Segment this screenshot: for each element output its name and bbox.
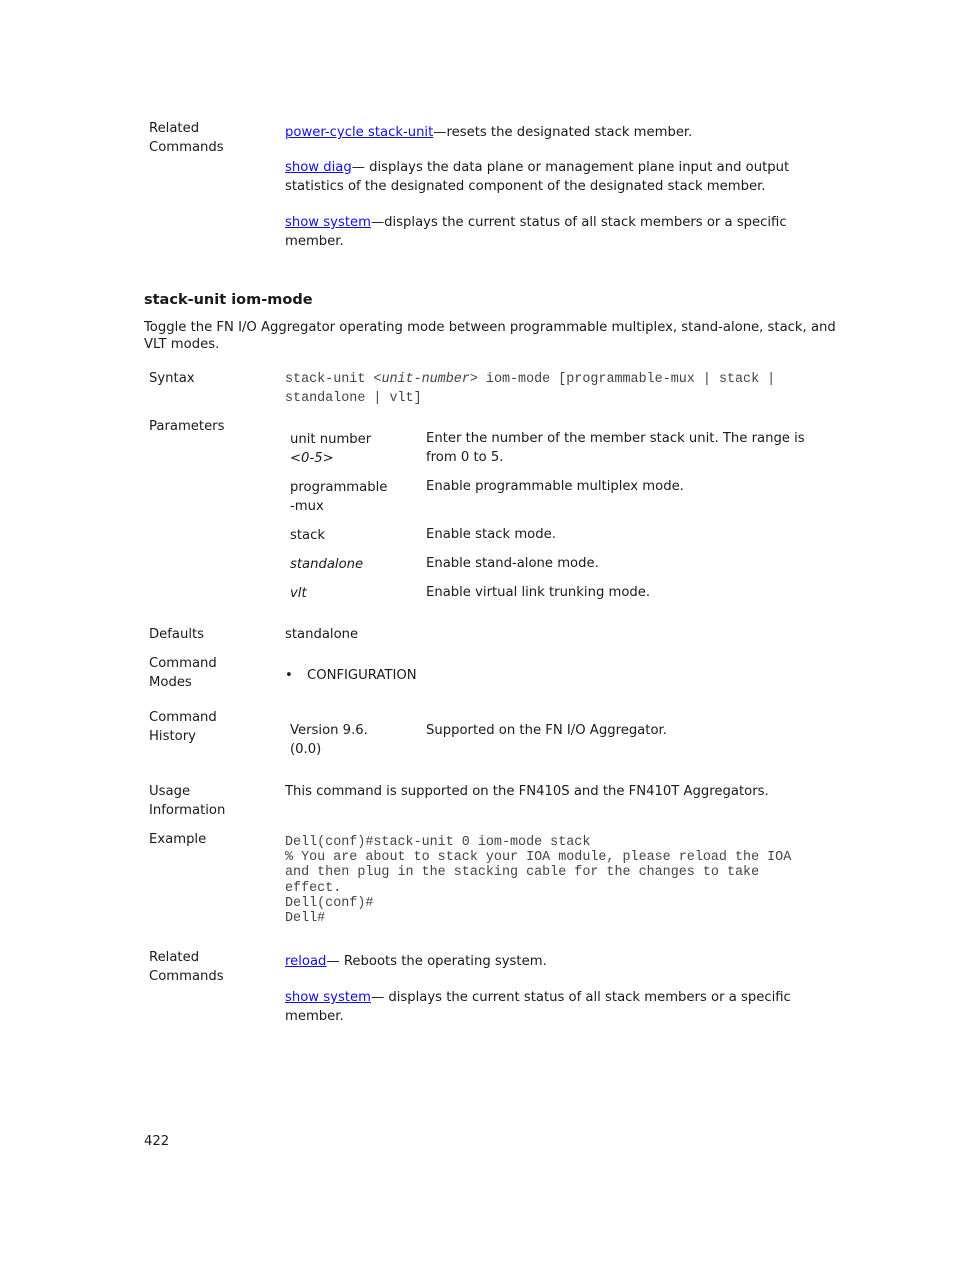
- show-diag-link[interactable]: show diag: [285, 160, 352, 175]
- example-label: Example: [149, 832, 207, 847]
- param-desc: Enable stack mode.: [426, 527, 556, 542]
- syntax-code: stack-unit <unit-number> iom-mode [programmable-mux | stack | standalone | vlt]: [285, 372, 776, 406]
- related-commands-label: Related Commands: [149, 950, 224, 984]
- param-name: stack: [290, 528, 326, 543]
- command-history-label: Command History: [149, 710, 217, 744]
- history-version: Version 9.6. (0.0): [290, 723, 368, 757]
- section-title: stack-unit iom-mode: [144, 292, 313, 308]
- bullet-icon: •: [285, 668, 293, 683]
- param-name: programmable -mux: [290, 480, 388, 514]
- related-item: power-cycle stack-unit—resets the designated stack member.: [285, 125, 693, 140]
- param-name: vlt: [290, 586, 307, 601]
- related-item: show system—displays the current status of all stack members or a specific member.: [285, 215, 787, 249]
- example-code: Dell(conf)#stack-unit 0 iom-mode stack % You are about to stack your IOA module, please reload the IOA and then plug in the stacking cable for the changes to take effect. Dell(conf)# Dell#: [285, 835, 792, 927]
- reload-link[interactable]: reload: [285, 954, 327, 969]
- show-system-link[interactable]: show system: [285, 990, 371, 1005]
- param-desc: Enter the number of the member stack unit. The range is from 0 to 5.: [426, 431, 805, 465]
- command-modes-label: Command Modes: [149, 656, 217, 690]
- param-desc: Enable stand-alone mode.: [426, 556, 599, 571]
- power-cycle-stack-unit-link[interactable]: power-cycle stack-unit: [285, 125, 434, 140]
- usage-information-label: Usage Information: [149, 784, 226, 818]
- defaults-value: standalone: [285, 627, 359, 642]
- related-item: reload— Reboots the operating system.: [285, 954, 547, 969]
- param-name: standalone: [290, 557, 364, 572]
- param-desc: Enable virtual link trunking mode.: [426, 585, 651, 600]
- param-name: unit number <0-5>: [290, 432, 372, 466]
- usage-information-value: This command is supported on the FN410S and the FN410T Aggregators.: [285, 784, 769, 799]
- syntax-label: Syntax: [149, 371, 195, 386]
- related-commands-label: Related Commands: [149, 121, 224, 155]
- param-desc: Enable programmable multiplex mode.: [426, 479, 684, 494]
- page-number: 422: [144, 1134, 170, 1149]
- defaults-label: Defaults: [149, 627, 205, 642]
- command-modes-value: • CONFIGURATION: [285, 668, 417, 683]
- history-desc: Supported on the FN I/O Aggregator.: [426, 723, 667, 738]
- related-item: show diag— displays the data plane or management plane input and output statistics of the designated component of the designated stack member.: [285, 160, 790, 194]
- parameters-label: Parameters: [149, 419, 225, 434]
- related-item: show system— displays the current status of all stack members or a specific member.: [285, 990, 791, 1024]
- show-system-link[interactable]: show system: [285, 215, 371, 230]
- section-intro: Toggle the FN I/O Aggregator operating mode between programmable multiplex, stand-alone, stack, and VLT modes.: [144, 320, 836, 352]
